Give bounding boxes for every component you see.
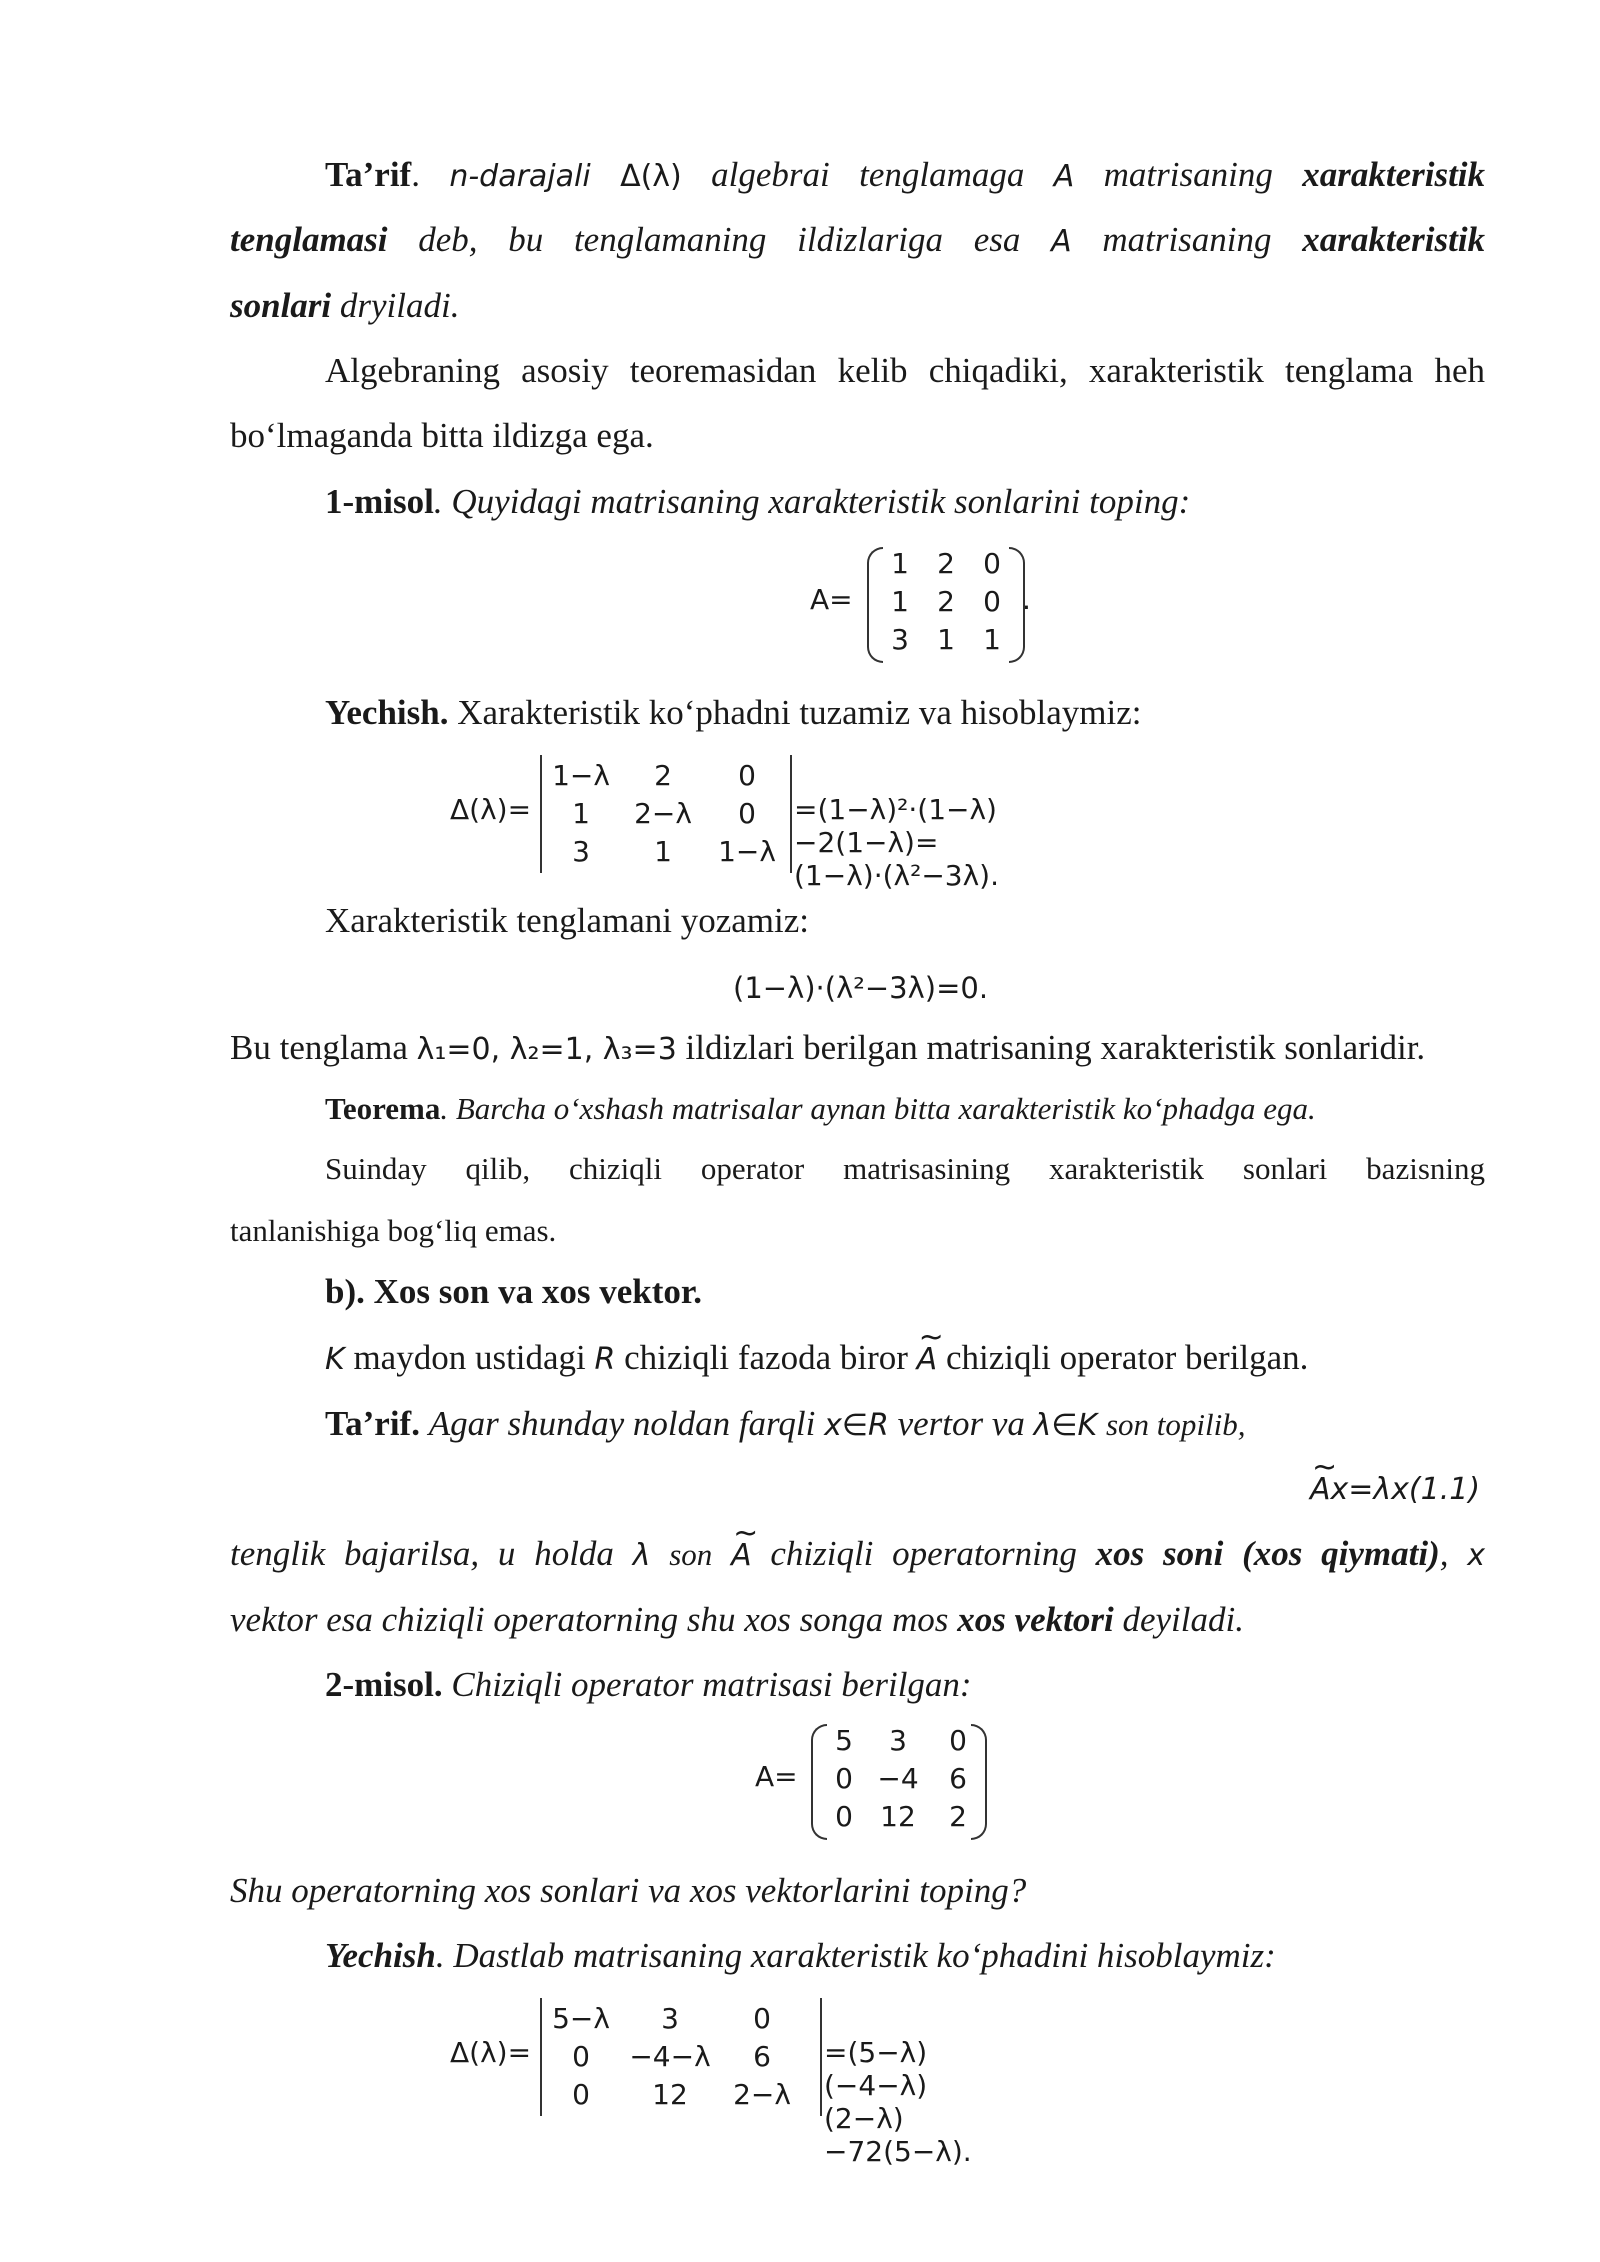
document-page: Ta’rif. n-darajali Δ(λ) algebrai tenglamaga A matrisaning xarakteristik tenglamasi deb, bu tenglamaning ildizlariga esa A matrisaning xarakteristik sonlari dryiladi. Algebraning asosiy teoremasidan kelib chiqadiki, xarakteristik tenglama heh bo‘lmaganda bitta ildizga ega. 1-misol. Quyidagi matrisaning xarakteristik sonlarini toping: A= 1 2 0 1 2 0 3 1 1 . Yechish. Xarakteristik ko‘phadni tuzamiz va hisoblaymiz: Δ(λ)= 1−λ 2 0 1 2−λ 0 3 1 1−λ =(1−λ)²·(1−λ)−2(1−λ)=(1−λ)·(λ²−3λ). Xarakteristik tenglamani yozamiz: (1−λ)·(λ²−3λ)=0. Bu tenglama λ₁=0, λ₂=1, λ₃=3 ildizlari berilgan matrisaning xarakteristik sonlaridir. Teorema. Barcha o‘xshash matrisalar aynan bitta xarakteristik ko‘phadga ega. Suinday qilib, chiziqli operator matrisasining xarakteristik sonlari bazisning tanlanishiga bog‘liq emas. b). Xos son va xos vektor. K maydon ustidagi R chiziqli fazoda biror ~ A chiziqli operator berilgan. Ta’rif. Agar shunday noldan farqli x∈R vertor va λ∈K son topilib, ~ Ax=λx(1.1) tenglik bajarilsa, u holda λ son ~ A chiziqli operatorning xos soni (xos qiymati), x vektor esa chiziqli operatorning shu xos songa mos xos vektori deyiladi. 2-misol. Chiziqli operator matrisasi berilgan: A= 5 3 0 0 −4 6 0 12 2 Shu operatorning xos sonlari va xos vektorlarini toping? Yechish. Dastlab matrisaning xarakteristik ko‘phadini hisoblaymiz: Δ(λ)= 5−λ 3 0 0 −4−λ 6 0 12 2−λ =(5−λ)(−4−λ)(2−λ)−72(5−λ). xyxy=(0,0,1600,2262)
solution-2-heading: Yechish. Dastlab matrisaning xarakteristik ko‘phadini hisoblaymiz: xyxy=(325,1936,1276,1975)
theorem-line: Teorema. Barcha o‘xshash matrisalar aynan bitta xarakteristik ko‘phadga ega. xyxy=(325,1091,1316,1126)
definition-2-line-2: tenglik bajarilsa, u holda λ son ~ A chiziqli operatorning xos soni (xos qiymati), x xyxy=(230,1531,1485,1579)
question-line: Shu operatorning xos sonlari va xos vektorlarini toping? xyxy=(230,1871,1027,1910)
solution-1-heading: Yechish. Xarakteristik ko‘phadni tuzamiz va hisoblaymiz: xyxy=(325,693,1142,732)
definition-line-3: sonlari dryiladi. xyxy=(230,286,460,325)
example-2-heading: 2-misol. Chiziqli operator matrisasi berilgan: xyxy=(325,1665,972,1704)
characteristic-equation: (1−λ)·(λ²−3λ)=0. xyxy=(733,971,989,1005)
theorem-note-line-1: Algebraning asosiy teoremasidan kelib chiqadiki, xarakteristik tenglama heh xyxy=(325,351,1485,390)
consequence-line-1: Suinday qilib, chiziqli operator matrisasining xarakteristik sonlari bazisning xyxy=(325,1151,1485,1186)
example-1-heading: 1-misol. Quyidagi matrisaning xarakteristik sonlarini toping: xyxy=(325,482,1191,521)
roots-line: Bu tenglama λ₁=0, λ₂=1, λ₃=3 ildizlari berilgan matrisaning xarakteristik sonlaridir. xyxy=(230,1028,1426,1067)
section-heading: b). Xos son va xos vektor. xyxy=(325,1272,702,1311)
consequence-line-2: tanlanishiga bog‘liq emas. xyxy=(230,1213,557,1248)
given-line: K maydon ustidagi R chiziqli fazoda biror ~ A chiziqli operator berilgan. xyxy=(325,1335,1308,1383)
definition-2-line-3: vektor esa chiziqli operatorning shu xos songa mos xos vektori deyiladi. xyxy=(230,1600,1244,1639)
definition-2-line-1: Ta’rif. Agar shunday noldan farqli x∈R vertor va λ∈K son topilib, xyxy=(325,1404,1246,1443)
definition-line-1: Ta’rif. n-darajali Δ(λ) algebrai tenglamaga A matrisaning xarakteristik xyxy=(325,155,1486,194)
eigen-equation: ~ Ax=λx(1.1) xyxy=(1310,1466,1480,1513)
equation-intro: Xarakteristik tenglamani yozamiz: xyxy=(325,901,809,940)
definition-line-2: tenglamasi deb, bu tenglamaning ildizlariga esa A matrisaning xarakteristik xyxy=(230,220,1486,259)
theorem-note-line-2: bo‘lmaganda bitta ildizga ega. xyxy=(230,416,654,455)
